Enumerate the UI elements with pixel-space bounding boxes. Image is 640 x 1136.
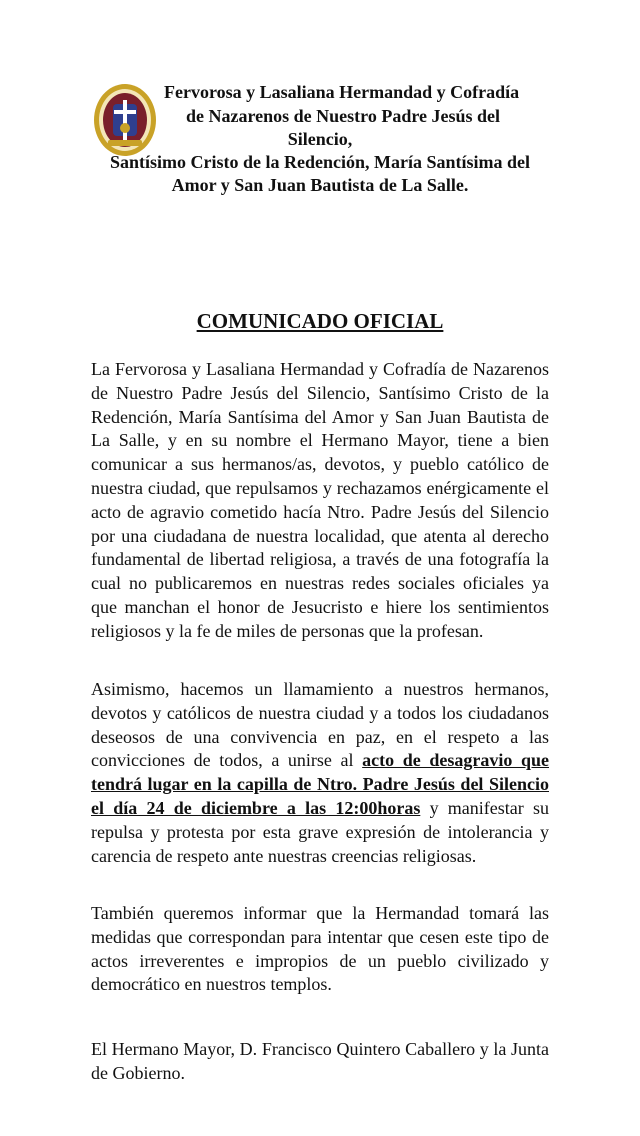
header-line-5: Amor y San Juan Bautista de La Salle.: [171, 175, 469, 195]
paragraph-measures: También queremos informar que la Hermandad tomará las medidas que correspondan para intentar que cesen este tipo de actos irreverentes e impropios de un pueblo civilizado y democrático en nuestros templos.: [91, 903, 549, 995]
signature-paragraph: El Hermano Mayor, D. Francisco Quintero Caballero y la Junta de Gobierno.: [91, 1039, 549, 1083]
header-line-4: Santísimo Cristo de la Redención, María Santísima del: [109, 152, 530, 172]
paragraph-call-text-start: Asimismo, hacemos un llamamiento a nuestros hermanos, devotos y católicos de nuestra ciudad y a todos los ciudadanos deseosos de una convivencia en paz, en el respeto a las convicciones de todos, a unirse al: [91, 679, 549, 771]
header-line-2: de Nazarenos de Nuestro Padre Jesús del: [186, 106, 500, 126]
header-line-1: Fervorosa y Lasaliana Hermandad y Cofradía: [164, 82, 520, 102]
paragraph-call-to-action: [91, 678, 549, 868]
paragraph-call-text-end: y manifestar su repulsa y protesta por esta grave expresión de intolerancia y carencia de respeto ante nuestras creencias religiosas.: [91, 797, 550, 866]
header-line-3: Silencio,: [287, 129, 353, 149]
document-title: COMUNICADO OFICIAL: [196, 309, 444, 333]
event-highlight: acto de desagravio que tendrá lugar en la capilla de Ntro. Padre Jesús del Silencio el día 24 de diciembre a las 12:00horas: [91, 750, 549, 818]
paragraph-statement: La Fervorosa y Lasaliana Hermandad y Cofradía de Nazarenos de Nuestro Padre Jesús del Silencio, Santísimo Cristo de la Redención, María Santísima del Amor y San Juan Bautista de La Salle, y en su nombre el Hermano Mayor, tiene a bien comunicar a sus hermanos/as, devotos, y pueblo católico de nuestra ciudad, que repulsamos y rechazamos enérgicamente el acto de agravio cometido hacía Ntro. Padre Jesús del Silencio por una ciudadana de nuestra localidad, que atenta al derecho fundamental de libertad religiosa, a través de una fotografía la cual no publicaremos en nuestras redes sociales oficiales ya que manchan el honor de Jesucristo e hiere los sentimientos religiosos y la fe de miles de personas que la profesan.: [91, 359, 549, 641]
document-header: [0, 76, 640, 206]
